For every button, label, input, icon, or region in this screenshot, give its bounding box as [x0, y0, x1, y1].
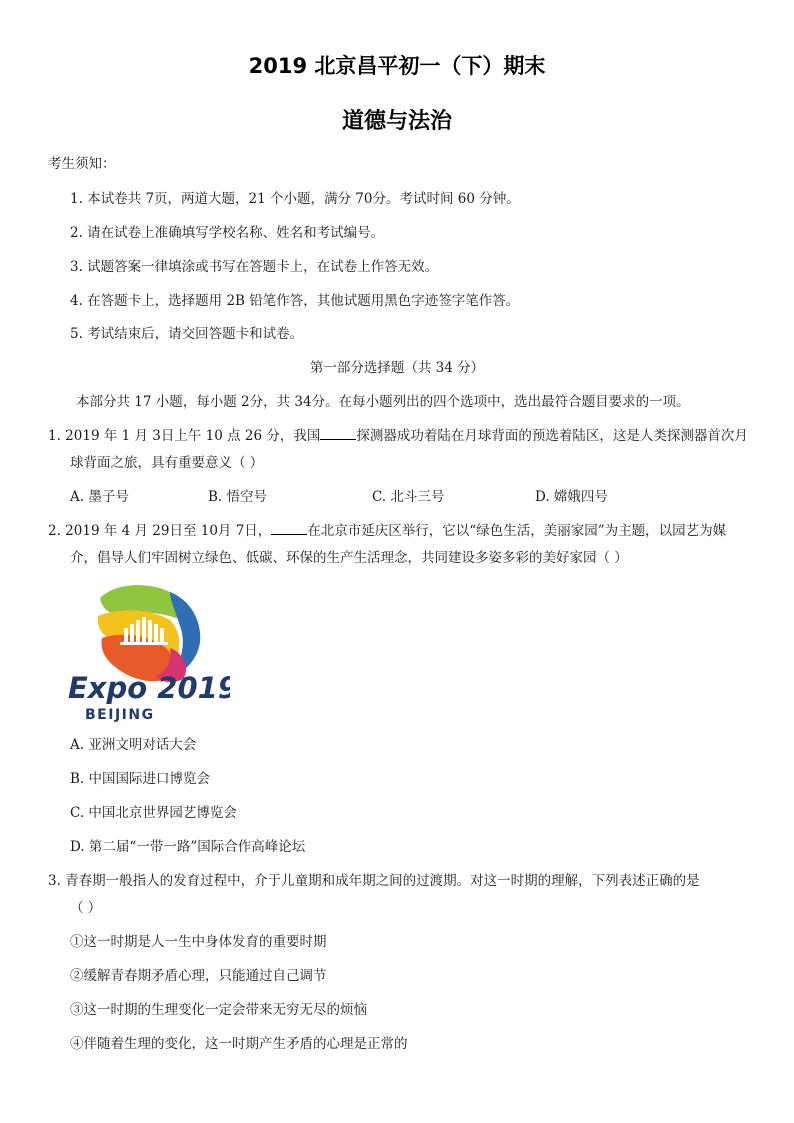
question-1-option-b: B. 悟空号 — [208, 489, 268, 505]
answer-blank — [271, 522, 307, 535]
question-2-stem — [48, 522, 726, 540]
question-3-statement: ④伴随着生理的变化，这一时期产生矛盾的心理是正常的 — [70, 1036, 408, 1052]
question-2-option-d: D. 第二届“一带一路”国际合作高峰论坛 — [70, 839, 306, 855]
question-2-stem-part1: 2. 2019 年 4 月 29日至 10月 7日， — [48, 523, 272, 539]
question-3-statement: ③这一时期的生理变化一定会带来无穷无尽的烦恼 — [70, 1002, 367, 1018]
notice-item: 1. 本试卷共 7页，两道大题，21 个小题，满分 70分。考试时间 60 分钟。 — [70, 191, 520, 207]
expo-logo-graphic — [66, 580, 230, 722]
logo-beijing-text: BEIJING — [85, 707, 155, 722]
question-3-statement: ②缓解青春期矛盾心理，只能通过自己调节 — [70, 968, 327, 984]
section-title: 第一部分选择题（共 34 分） — [309, 360, 485, 376]
question-3-statement: ①这一时期是人一生中身体发育的重要时期 — [70, 934, 327, 950]
exam-title: 2019 北京昌平初一（下）期末 — [248, 54, 546, 78]
expo-2019-beijing-logo — [66, 580, 230, 722]
logo-expo-text: Expo 2019 — [68, 671, 230, 705]
question-1-stem — [48, 427, 748, 445]
notice-item: 3. 试题答案一律填涂或书写在答题卡上，在试卷上作答无效。 — [70, 259, 439, 275]
question-3-stem-line2: （ ） — [70, 900, 102, 916]
question-1-stem-part1: 1. 2019 年 1 月 3日上午 10 点 26 分，我国 — [48, 428, 321, 444]
notice-item: 2. 请在试卷上准确填写学校名称、姓名和考试编号。 — [70, 225, 385, 241]
section-intro: 本部分共 17 小题，每小题 2分，共 34分。在每小题列出的四个选项中，选出最符合题目要求的一项。 — [76, 394, 690, 410]
question-2-stem-line2: 介，倡导人们牢固树立绿色、低碳、环保的生产生活理念，共同建设多姿多彩的美好家园（ ） — [70, 550, 628, 566]
answer-blank — [320, 427, 356, 440]
question-2-option-b: B. 中国国际进口博览会 — [70, 771, 211, 787]
notice-item: 5. 考试结束后，请交回答题卡和试卷。 — [70, 326, 304, 342]
exam-subject: 道德与法治 — [341, 109, 452, 134]
question-1-stem-part2: 探测器成功着陆在月球背面的预选着陆区，这是人类探测器首次月 — [356, 428, 748, 444]
question-1-option-c: C. 北斗三号 — [372, 489, 445, 505]
question-2-option-a: A. 亚洲文明对话大会 — [70, 737, 197, 753]
question-1-option-d: D. 嫦娥四号 — [535, 489, 608, 505]
notice-item: 4. 在答题卡上，选择题用 2B 铅笔作答，其他试题用黑色字迹签字笔作答。 — [70, 293, 520, 309]
question-2-option-c: C. 中国北京世界园艺博览会 — [70, 805, 237, 821]
question-1-option-a: A. 墨子号 — [70, 489, 129, 505]
question-1-stem-line2: 球背面之旅，具有重要意义（ ） — [70, 455, 264, 471]
question-2-stem-part2: 在北京市延庆区举行，它以“绿色生活，美丽家园”为主题，以园艺为媒 — [307, 523, 727, 539]
notice-heading: 考生须知： — [48, 156, 116, 172]
question-3-stem: 3. 青春期一般指人的发育过程中，介于儿童期和成年期之间的过渡期。对这一时期的理解，下列表述正确的是 — [48, 873, 700, 889]
